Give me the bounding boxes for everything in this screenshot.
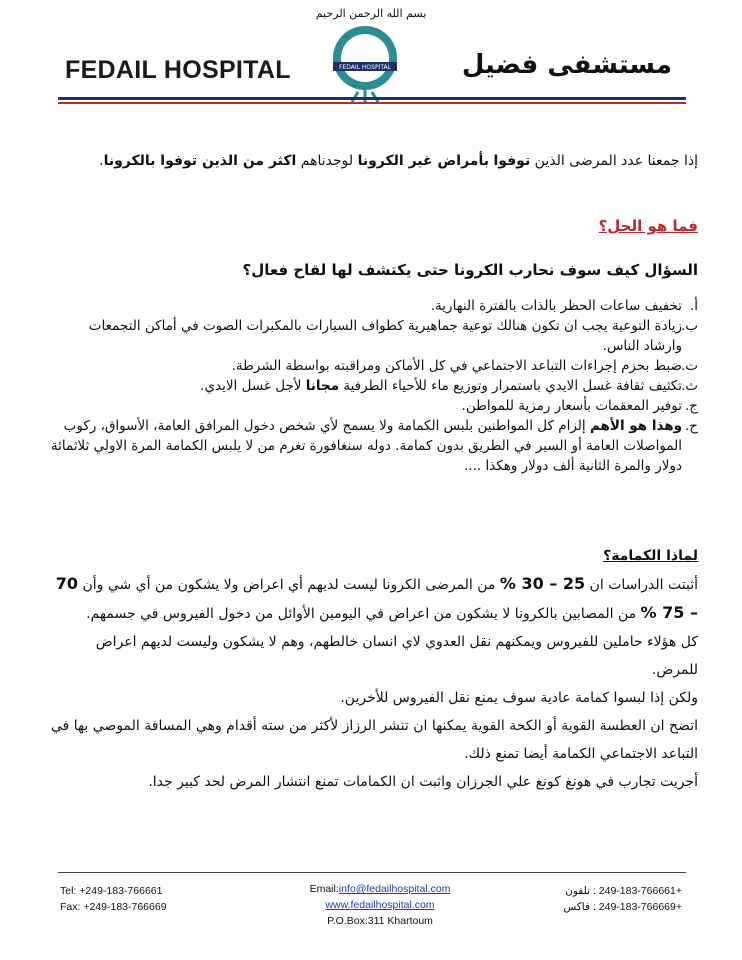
footer-rule — [58, 872, 686, 873]
svg-text:FEDAIL HOSPITAL: FEDAIL HOSPITAL — [339, 64, 391, 71]
intro-paragraph: إذا جمعنا عدد المرضى الذين توفوا بأمراض غير الكرونا لوجدناهم اكثر من الذين توفوا بالكرونا. — [99, 153, 698, 169]
list-item: ح. وهذا هو الأهم إلزام كل المواطنين بلبس الكمامة ولا يسمح لأي شخص دخول المرافق العامة، الأسواق، ركوب المواصلات العامة أو السير في الطريق بدون كمامة. دوله سنغافورة تغرم من لا يلبس الكمامة المرة الاولي ثلاثمائة دولار والمرة الثانية ألف دولار وهكذا .... — [50, 418, 698, 474]
masks-heading: لماذا الكمامة؟ — [603, 548, 698, 564]
footer-email: Email:info@fedailhospital.com — [309, 883, 451, 895]
website-link[interactable]: www.fedailhospital.com — [325, 899, 435, 911]
footer-tel-arabic: +249-183-766661 : تلفون — [565, 885, 682, 897]
header-rule-blue — [58, 97, 686, 100]
masks-paragraph: كل هؤلاء حاملين للفيروس ويمكنهم نقل العدوي لاي انسان خالطهم، وهم لا يشكون وليست لديهم اعراض للمرض. — [95, 634, 698, 678]
hospital-logo — [330, 22, 400, 106]
footer-fax: Fax: +249-183-766669 — [60, 901, 167, 913]
masks-paragraph: ولكن إذا لبسوا كمامة عادية سوف يمنع نقل الفيروس للأخرين. — [340, 690, 698, 706]
masks-paragraph: أثبتت الدراسات ان 25 – 30 % من المرضى الكرونا ليست لديهم أي اعراض ولا يشكون من أي شي وأن 70 – 75 % من المصابين بالكرونا لا يشكون من اعراض في اليومين الأوائل من دخول الفيروس في جسمهم. — [55, 574, 698, 622]
hospital-name-arabic: مستشفى فضيل — [461, 50, 672, 80]
footer-contact-arabic — [563, 883, 682, 915]
email-link[interactable]: info@fedailhospital.com — [338, 883, 451, 895]
bismillah-text: بسم الله الرحمن الرحيم — [315, 7, 427, 20]
footer-tel: Tel: +249-183-766661 — [60, 885, 163, 897]
header-rule-red — [58, 102, 686, 104]
question-heading: السؤال كيف سوف نحارب الكرونا حتى يكتشف لها لقاح فعال؟ — [242, 261, 698, 279]
masks-paragraph: اتضح ان العطسة القوية أو الكحة القوية يمكنها ان تنشر الرزاز لأكثر من سته أقدام وهي المسافة الموصي بها في التباعد الاجتماعي الكمامة أيضا تمنع ذلك. — [50, 718, 698, 762]
masks-paragraph: أجريت تجارب في هونغ كونغ علي الجرزان واثبت ان الكمامات تمنع انتشار المرض لحد كبير جدا. — [148, 774, 698, 790]
solution-heading: فما هو الحل؟ — [598, 217, 698, 235]
footer-contact-center — [300, 881, 460, 929]
footer-contact-english — [60, 883, 167, 915]
list-item: ب. زيادة التوعية يجب ان تكون هنالك توعية جماهيرية كطواف السيارات بالمكبرات الصوت في أماكن التجمعات وارشاد الناس. — [88, 318, 698, 354]
measures-list — [48, 296, 698, 476]
list-item: أ. تخفيف ساعات الحظر بالذات بالفترة النهارية. — [430, 298, 698, 314]
footer-fax-arabic: +249-183-766669 : فاكس — [563, 901, 682, 913]
list-item: ت. ضبط بحزم إجراءات التباعد الاجتماعي في كل الأماكن ومراقبته بواسطة الشرطة. — [231, 358, 698, 374]
footer-po-box: P.O.Box:311 Khartoum — [327, 915, 433, 927]
masks-section — [48, 570, 698, 796]
list-item: ث. تكثيف ثقافة غسل الايدي باستمرار وتوزيع ماء للأحياء الطرفية مجانا لأجل غسل الايدي. — [200, 378, 698, 394]
hospital-name-english: FEDAIL HOSPITAL — [65, 56, 291, 84]
list-item: ج. توفير المعقمات بأسعار رمزية للمواطن. — [461, 398, 698, 414]
